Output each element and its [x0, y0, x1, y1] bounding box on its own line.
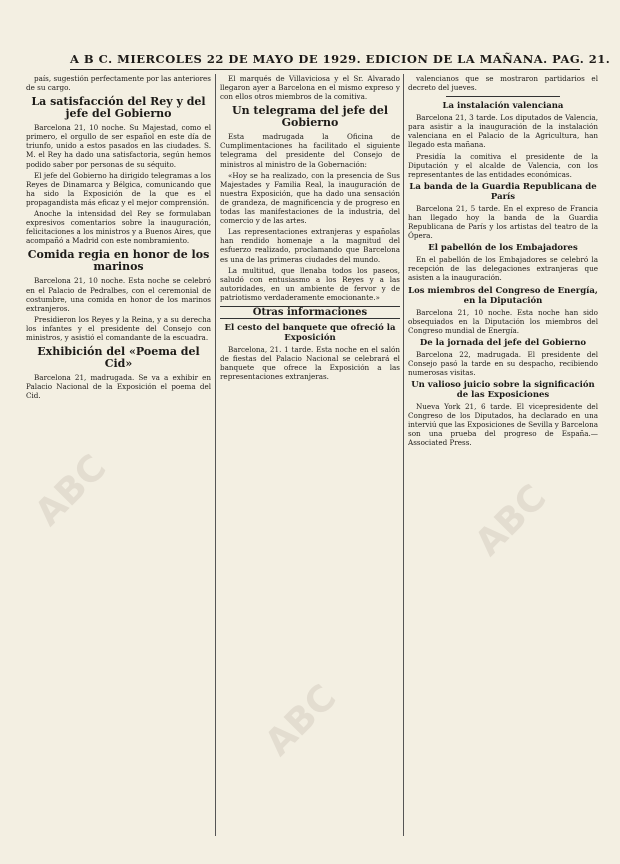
headline: Los miembros del Congreso de Energía, en la Diputación: [408, 285, 598, 306]
paragraph: Barcelona 21, 10 noche. Su Majestad, como el primero, el orgullo de ser español en este día de triunfo, unido a estos pasados en las ciudades. S. M. el Rey ha dado una satisfactoria, según hemos podido saber por personas de su séquito.: [26, 123, 211, 169]
column-divider: [403, 74, 404, 836]
paragraph: Presidía la comitiva el presidente de la Diputación y el alcalde de Valencia, con los representantes de las entidades económicas.: [408, 151, 598, 179]
paragraph: Barcelona 21, 10 noche. Esta noche han sido obsequiados en la Diputación los miembros del Congreso mundial de Energía.: [408, 307, 598, 335]
paragraph: Barcelona 21, madrugada. Se va a exhibir en Palacio Nacional de la Exposición el poema del Cid.: [26, 373, 211, 401]
paragraph: Barcelona 22, madrugada. El presidente del Consejo pasó la tarde en su despacho, recibiendo numerosas visitas.: [408, 349, 598, 377]
paragraph: valencianos que se mostraron partidarios el decreto del jueves.: [408, 74, 598, 93]
paragraph: Nueva York 21, 6 tarde. El vicepresidente del Congreso de los Diputados, ha declarado en una interviú que las Exposiciones de Sevilla y Barcelona son una prueba del progreso de España.—Associated Press.: [408, 402, 598, 448]
headline: La instalación valenciana: [442, 101, 564, 112]
section-band: Otras informaciones: [220, 306, 400, 319]
column-3: [408, 74, 598, 836]
column-2: [220, 74, 400, 836]
headline: El cesto del banquete que ofreció la Exposición: [224, 323, 396, 344]
paragraph: «Hoy se ha realizado, con la presencia de Sus Majestades y Familia Real, la inauguración de nuestra Exposición, que ha dado una sensación de grandeza, de magnificencia y de progreso en todas las manifestaciones de la industria, del comercio y de las artes.: [220, 170, 400, 226]
watermark: ABC: [467, 477, 555, 564]
column-1: [26, 74, 211, 836]
paragraph: En el pabellón de los Embajadores se celebró la recepción de las delegaciones extranjeras que asisten a la inauguración.: [408, 255, 598, 283]
paragraph: Barcelona 21, 3 tarde. Los diputados de Valencia, para asistir a la inauguración de la instalación valenciana en el Palacio de la Agricultura, han llegado esta mañana.: [408, 113, 598, 150]
paragraph: El jefe del Gobierno ha dirigido telegramas a los Reyes de Dinamarca y Bélgica, comunicando que ha sido la Exposición de la que es el propagandista más eficaz y el mejor comprensión.: [26, 170, 211, 207]
page-header: A B C. MIERCOLES 22 DE MAYO DE 1929. EDICION DE LA MAÑANA. PAG. 21.: [70, 52, 580, 70]
paragraph: Esta madrugada la Oficina de Cumplimentaciones ha facilitado el siguiente telegrama del presidente del Consejo de ministros al ministro de la Gobernación:: [220, 132, 400, 169]
headline: El pabellón de los Embajadores: [428, 243, 578, 254]
headline: Un telegrama del jefe del Gobierno: [232, 104, 388, 130]
headline: La banda de la Guardia Republicana de París: [409, 181, 597, 202]
divider: [446, 96, 560, 97]
paragraph: Barcelona, 21. 1 tarde. Esta noche en el salón de fiestas del Palacio Nacional se celebrará el banquete que ofrece la Exposición a las representaciones extranjeras.: [220, 345, 400, 382]
headline: De la jornada del jefe del Gobierno: [419, 337, 587, 348]
paragraph: Barcelona 21, 5 tarde. En el expreso de Francia han llegado hoy la banda de la Guardia Republicana de París y los artistas del teatro de la Ópera.: [408, 203, 598, 241]
headline: La satisfacción del Rey y del jefe del Gobierno: [31, 95, 206, 121]
headline: Exhibición del «Poema del Cid»: [37, 345, 200, 371]
paragraph: Anoche la intensidad del Rey se formulaban expresivos comentarios sobre la inauguración, felicitaciones a los ministros y a Buenos Aires, que acompañó a Madrid con este nombramiento.: [26, 209, 211, 246]
headline: Comida regia en honor de los marinos: [27, 248, 210, 274]
watermark: ABC: [257, 677, 345, 764]
paragraph: país, sugestión perfectamente por las anteriores de su cargo.: [26, 74, 211, 93]
headline: Un valioso juicio sobre la significación de las Exposiciones: [411, 380, 595, 401]
paragraph: Las representaciones extranjeras y españolas han rendido homenaje a la magnitud del esfuerzo realizado, proclamando que Barcelona es una de las primeras ciudades del mundo.: [220, 227, 400, 264]
watermark: ABC: [27, 447, 115, 534]
paragraph: La multitud, que llenaba todos los paseos, saludó con entusiasmo a los Reyes y a las autoridades, en un ambiente de fervor y de patriotismo verdaderamente emocionante.»: [220, 265, 400, 302]
paragraph: Presidieron los Reyes y la Reina, y a su derecha los infantes y el presidente del Consejo con ministros, y asistió el comandante de la escuadra.: [26, 314, 211, 342]
paragraph: El marqués de Villaviciosa y el Sr. Alvarado llegaron ayer a Barcelona en el mismo expreso y con ellos otros miembros de la comitiva.: [220, 74, 400, 102]
column-divider: [215, 74, 216, 836]
paragraph: Barcelona 21, 10 noche. Esta noche se celebró en el Palacio de Pedralbes, con el ceremonial de costumbre, una comida en honor de los marinos extranjeros.: [26, 276, 211, 313]
